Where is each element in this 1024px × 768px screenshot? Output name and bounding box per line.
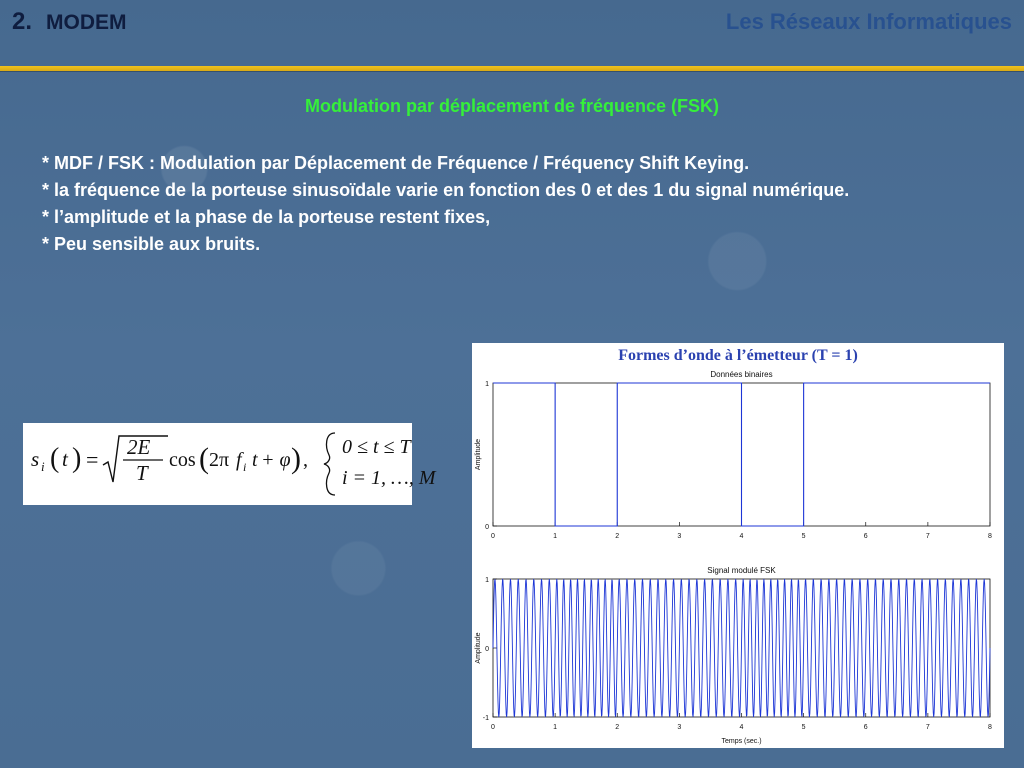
slide-header: [0, 0, 1024, 66]
chart-2-xlabel: Temps (sec.): [721, 738, 762, 745]
chart-1-ytick-label-0: 0: [485, 524, 489, 531]
chart-2-xtick-label-1: 1: [553, 724, 558, 731]
formula-condition-1: 0 ≤ t ≤ T: [342, 436, 411, 458]
formula-cos-open-paren: (: [199, 442, 209, 475]
formula-inner-t: t: [252, 449, 258, 471]
chart-2-xtick-label-8: 8: [988, 724, 992, 731]
course-title: Les Réseaux Informatiques: [725, 9, 1012, 34]
chart-2-xtick-label-4: 4: [739, 724, 744, 731]
formula-equals: =: [86, 447, 99, 472]
chart-2-ytick-label-1: 0: [485, 646, 489, 653]
formula-two-e: 2E: [127, 435, 151, 459]
header-divider: [0, 66, 1024, 71]
formula-condition-2: i = 1, …, M: [342, 467, 436, 489]
formula-brace: [324, 433, 335, 495]
chart-2-xtick-label-2: 2: [615, 724, 620, 731]
formula-open-paren: (: [50, 443, 60, 474]
formula-svg: [23, 423, 436, 505]
chart-1-xtick-label-4: 4: [739, 533, 744, 540]
chart-1-xtick-label-6: 6: [863, 533, 868, 540]
chart-1-xtick-label-5: 5: [801, 533, 806, 540]
bullet-list: [42, 150, 990, 258]
chart-2-xtick-label-5: 5: [801, 724, 806, 731]
chart-1-xtick-label-2: 2: [615, 533, 620, 540]
bullet-item-2: * la fréquence de la porteuse sinusoïdale varie en fonction des 0 et des 1 du signal numérique.: [42, 180, 850, 200]
chart-2-xtick-label-3: 3: [677, 724, 682, 731]
formula-f: f: [236, 449, 242, 471]
chart-1-title: Données binaires: [710, 370, 773, 379]
bullet-item-1: * MDF / FSK : Modulation par Déplacement de Fréquence / Fréquency Shift Keying.: [42, 153, 750, 173]
formula-two-pi: 2π: [209, 449, 230, 471]
chart-1-xtick-label-1: 1: [553, 533, 558, 540]
formula-plus-phi: + φ: [261, 449, 291, 471]
formula-s: s: [31, 447, 40, 471]
chart-1-xtick-label-7: 7: [925, 533, 930, 540]
chart-1-ytick-label-1: 1: [485, 381, 489, 388]
waveform-figure: [472, 343, 1004, 748]
formula-cos-close-paren: ): [291, 442, 301, 475]
formula-t: t: [62, 447, 68, 471]
section-heading: Modulation par déplacement de fréquence (FSK): [304, 96, 720, 116]
chart-2-title: Signal modulé FSK: [707, 566, 776, 575]
formula-subscript-i: i: [41, 459, 45, 474]
formula-close-paren: ): [72, 443, 82, 474]
figure-title: Formes d’onde à l’émetteur (T = 1): [618, 347, 858, 364]
chart-2-xtick-label-7: 7: [925, 724, 930, 731]
waveform-svg: [472, 343, 1004, 748]
formula-f-subscript-i: i: [243, 460, 247, 474]
chart-2-ytick-label-0: -1: [482, 715, 489, 722]
chart-1-axes: [475, 370, 992, 540]
chart-2-ylabel: Amplitude: [475, 632, 482, 664]
chart-1-xtick-label-0: 0: [491, 533, 495, 540]
formula-comma: ,: [303, 449, 308, 471]
slide-title: MODEM: [46, 11, 127, 34]
chart-2-xtick-label-6: 6: [863, 724, 868, 731]
bullet-item-3: * l’amplitude et la phase de la porteuse restent fixes,: [42, 207, 491, 227]
bullet-item-4: * Peu sensible aux bruits.: [42, 234, 261, 254]
formula-t-cap: T: [136, 461, 148, 485]
chart-1-xtick-label-3: 3: [677, 533, 682, 540]
slide-number: 2.: [12, 8, 33, 35]
chart-1-xtick-label-8: 8: [988, 533, 992, 540]
fsk-formula: [23, 423, 436, 505]
chart-2-xtick-label-0: 0: [491, 724, 495, 731]
chart-2-ytick-label-2: 1: [485, 577, 489, 584]
chart-1-ylabel: Amplitude: [475, 438, 482, 471]
formula-cos: cos: [169, 449, 196, 471]
